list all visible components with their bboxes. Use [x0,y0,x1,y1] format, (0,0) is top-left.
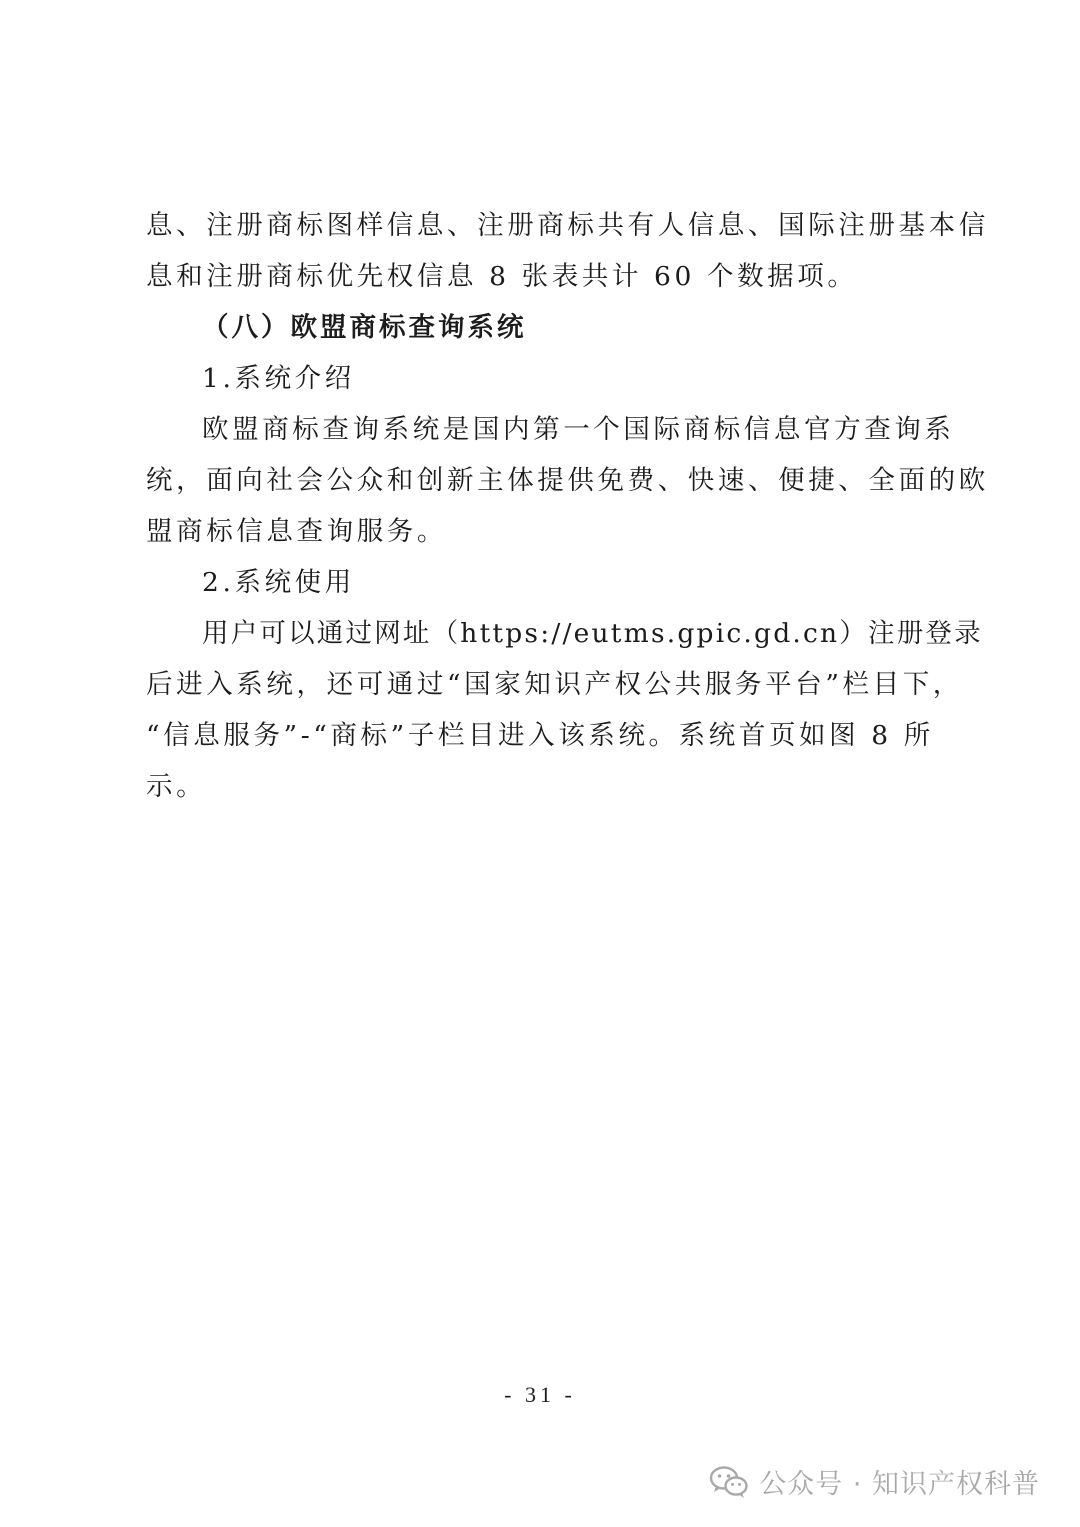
subsection-heading: 2.系统使用 [202,567,355,598]
section-heading: （八）欧盟商标查询系统 [202,312,527,343]
paragraph-line: 息和注册商标优先权信息 8 张表共计 60 个数据项。 [146,261,858,292]
watermark [709,1462,1040,1501]
page-number: - 31 - [504,1382,576,1407]
paragraph-line: 盟商标信息查询服务。 [146,516,447,547]
paragraph-line: 用户可以通过网址（https://eutms.gpic.gd.cn）注册登录 [202,618,983,649]
watermark-text: 公众号 · 知识产权科普 [759,1469,1040,1500]
paragraph-line: “信息服务”-“商标”子栏目进入该系统。系统首页如图 8 所 [146,720,934,751]
paragraph-line: 欧盟商标查询系统是国内第一个国际商标信息官方查询系 [202,414,955,445]
paragraph-line: 统，面向社会公众和创新主体提供免费、快速、便捷、全面的欧 [146,465,989,496]
subsection-heading: 1.系统介绍 [202,363,355,394]
paragraph-line: 息、注册商标图样信息、注册商标共有人信息、国际注册基本信 [146,210,989,241]
wechat-icon [709,1465,749,1499]
paragraph-line: 后进入系统，还可通过“国家知识产权公共服务平台”栏目下， [146,669,963,700]
paragraph-line: 示。 [146,771,207,802]
